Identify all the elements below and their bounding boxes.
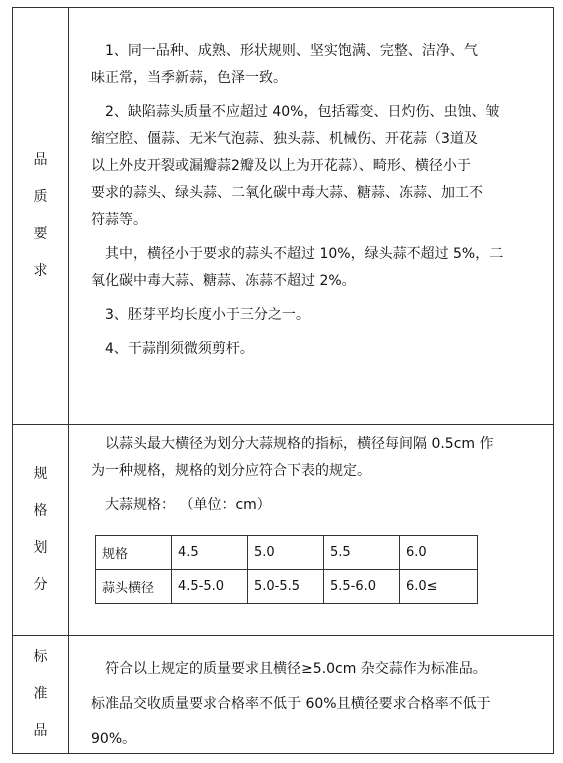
garlic-spec-table	[95, 535, 478, 604]
text-line: 90%。	[91, 731, 137, 747]
table-cell: 5.5	[324, 536, 400, 570]
table-cell: 5.0-5.5	[248, 570, 324, 604]
label-char: 品	[33, 152, 48, 168]
requirement-2-note	[91, 241, 545, 295]
label-char: 规	[33, 466, 48, 482]
text-line: 符合以上规定的质量要求且横径≥5.0cm 杂交蒜作为标准品。	[105, 661, 487, 677]
label-char: 分	[33, 577, 48, 593]
text-line: 3、胚芽平均长度小于三分之一。	[105, 307, 310, 323]
table-cell: 6.0	[400, 536, 478, 570]
text-line: 4、干蒜削须微须剪杆。	[105, 341, 254, 357]
table-cell: 4.5-5.0	[172, 570, 248, 604]
label-char: 品	[33, 723, 48, 739]
text-line: 以上外皮开裂或漏瓣蒜2瓣及以上为开花蒜）、畸形、横径小于	[91, 158, 471, 174]
label-char: 标	[33, 649, 48, 665]
text-line: 符蒜等。	[91, 212, 147, 228]
text-line: 以蒜头最大横径为划分大蒜规格的指标，横径每间隔 0.5cm 作	[105, 436, 494, 452]
text-line: 要求的蒜头、绿头蒜、二氧化碳中毒大蒜、糖蒜、冻蒜、加工不	[91, 185, 483, 201]
table-cell: 蒜头横径	[96, 570, 172, 604]
standard-product-content	[69, 636, 553, 753]
text-line: 标准品交收质量要求合格率不低于 60%且横径要求合格率不低于	[91, 696, 491, 712]
quality-requirements-label	[13, 8, 69, 424]
spec-classification-row	[13, 425, 553, 636]
requirement-4	[91, 336, 545, 363]
quality-requirements-row	[13, 8, 553, 425]
label-char: 格	[33, 503, 48, 519]
quality-requirements-content	[69, 8, 553, 424]
table-row	[96, 570, 478, 604]
table-cell: 4.5	[172, 536, 248, 570]
label-char: 划	[33, 540, 48, 556]
text-line: 为一种规格，规格的划分应符合下表的规定。	[91, 463, 371, 479]
standard-product-label	[13, 636, 69, 753]
requirement-2	[91, 99, 545, 234]
text-line: 其中，横径小于要求的蒜头不超过 10%，绿头蒜不超过 5%，二	[105, 246, 504, 262]
label-char: 要	[33, 226, 48, 242]
requirement-3	[91, 302, 545, 329]
text-line: 氧化碳中毒大蒜、糖蒜、冻蒜不超过 2%。	[91, 273, 356, 289]
text-line: 大蒜规格： （单位：cm）	[105, 497, 271, 513]
table-cell: 规格	[96, 536, 172, 570]
text-line: 味正常，当季新蒜，色泽一致。	[91, 70, 287, 86]
table-row	[96, 536, 478, 570]
label-char: 质	[33, 189, 48, 205]
text-line: 缩空腔、僵蒜、无米气泡蒜、独头蒜、机械伤、开花蒜（3道及	[91, 131, 478, 147]
table-cell: 5.0	[248, 536, 324, 570]
label-char: 求	[33, 263, 48, 279]
requirement-1	[91, 38, 545, 92]
text-line: 2、缺陷蒜头质量不应超过 40%，包括霉变、日灼伤、虫蚀、皱	[105, 104, 500, 120]
spec-document-table	[12, 7, 554, 754]
standard-product-row	[13, 636, 553, 753]
text-line: 1、同一品种、成熟、形状规则、坚实饱满、完整、洁净、气	[105, 43, 478, 59]
spec-classification-label	[13, 425, 69, 635]
table-cell: 5.5-6.0	[324, 570, 400, 604]
label-char: 准	[33, 686, 48, 702]
table-cell: 6.0≤	[400, 570, 478, 604]
